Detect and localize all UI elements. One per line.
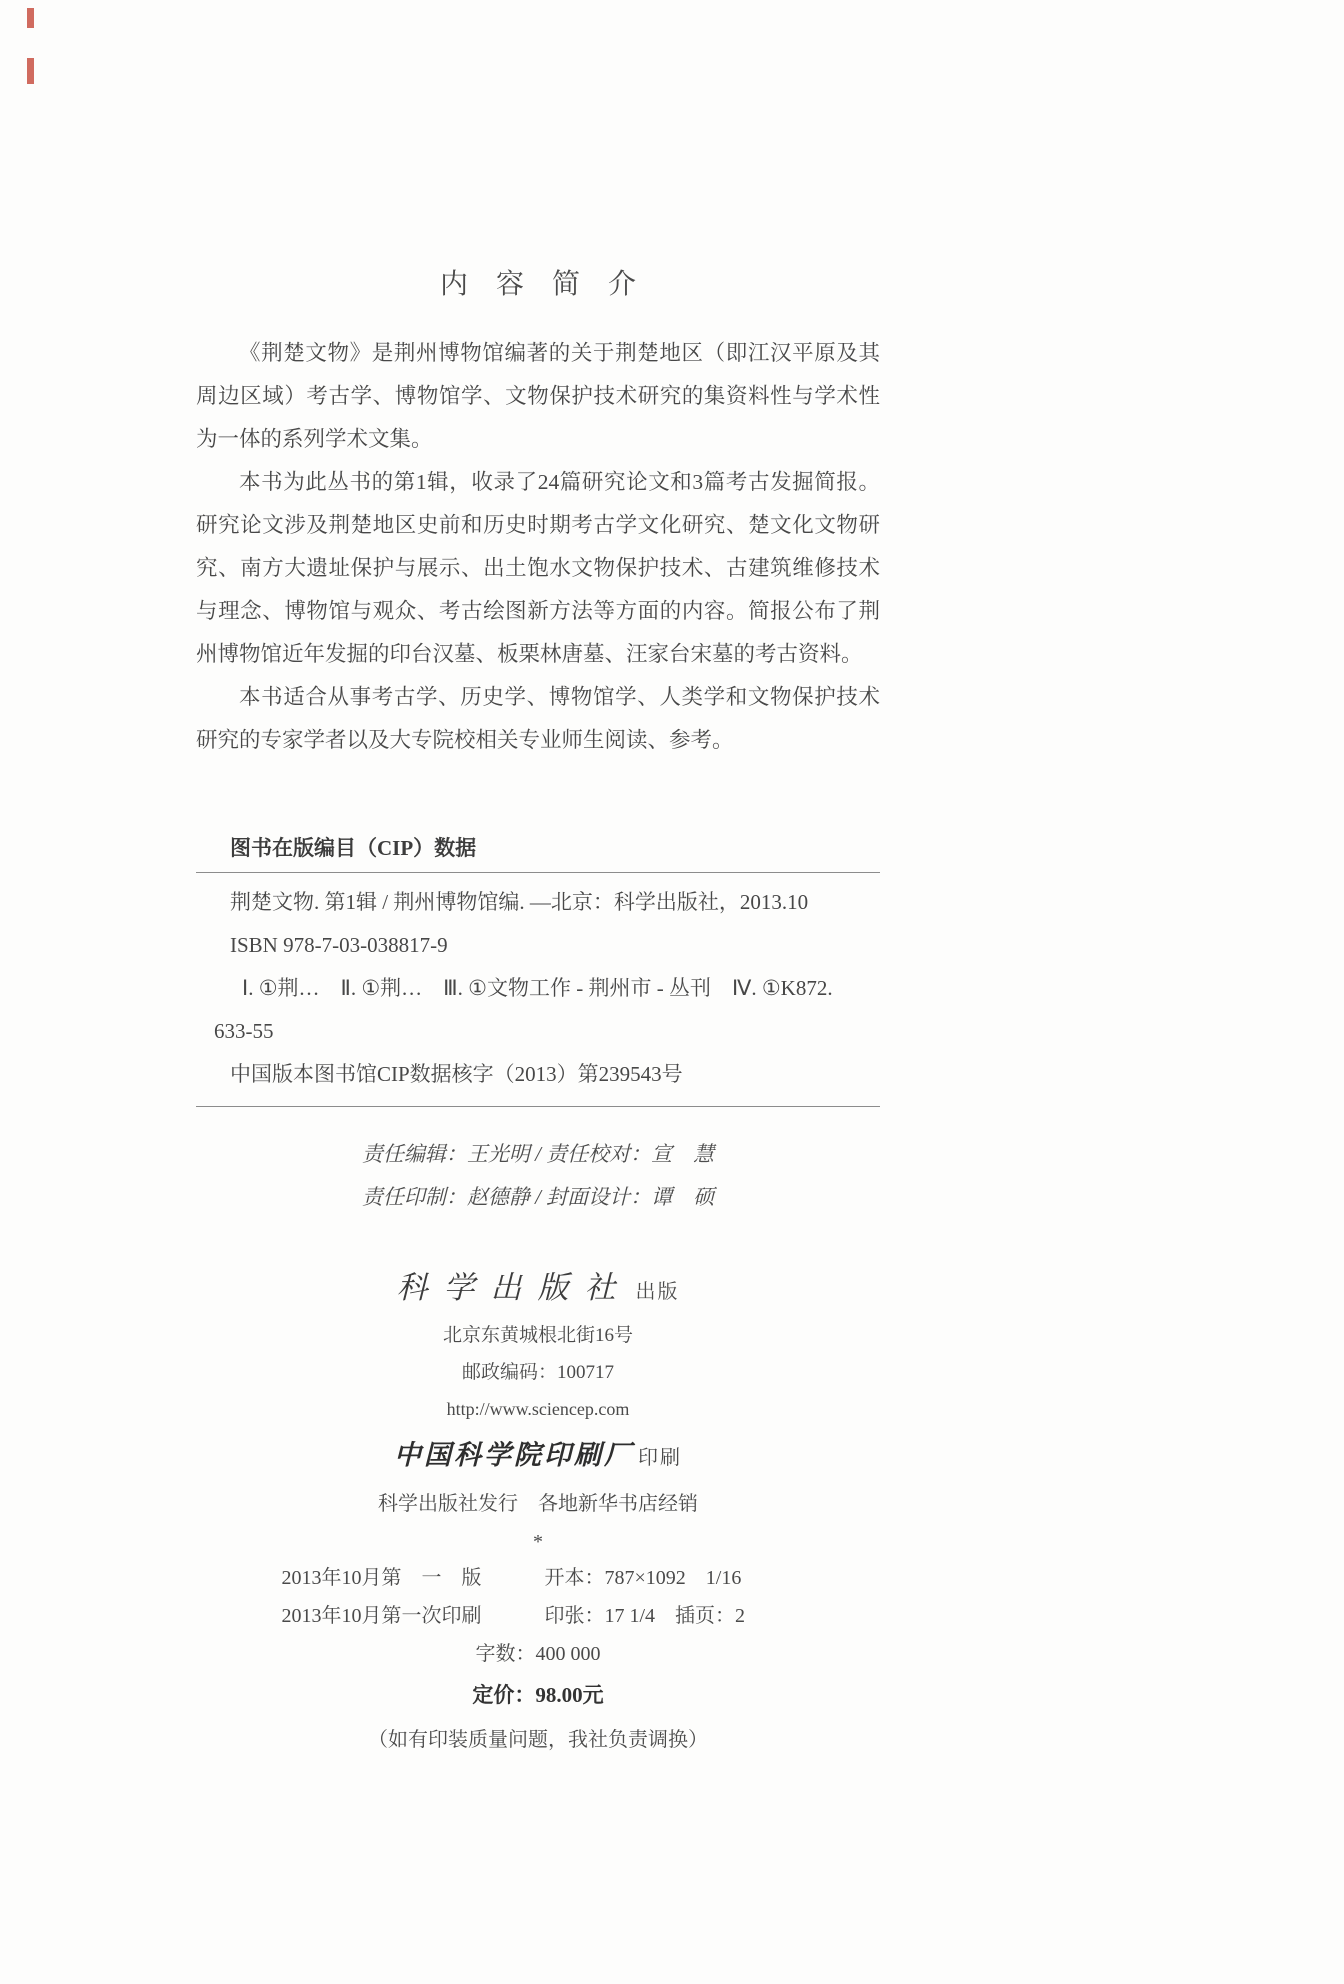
sheets-spec: 印张：17 1/4 插页：2 <box>544 1605 746 1627</box>
cip-section <box>196 832 880 1107</box>
cip-isbn: ISBN 978-7-03-038817-9 <box>230 933 448 957</box>
publisher-row <box>196 1265 880 1317</box>
cip-record-number: 中国版本图书馆CIP数据核字（2013）第239543号 <box>230 1062 683 1086</box>
credits-line-2: 责任印制：赵德静 / 封面设计：谭 硕 <box>361 1185 715 1209</box>
printer-logotype: 中国科学院印刷厂 <box>394 1440 634 1470</box>
intro-paragraph-2: 本书为此丛书的第1辑，收录了24篇研究论文和3篇考古发掘简报。研究论文涉及荆楚地区史前和历史时期考古学文化研究、楚文化文物研究、南方大遗址保护与展示、出土饱水文物保护技术、古建筑维修技术与理念、博物馆与观众、考古绘图新方法等方面的内容。简报公布了荆州博物馆近年发掘的印台汉墓、板栗林唐墓、汪家台宋墓的考古资料。 <box>196 470 880 666</box>
cip-header: 图书在版编目（CIP）数据 <box>230 836 477 860</box>
publisher-website: http://www.sciencep.com <box>446 1399 630 1419</box>
printer-suffix: 印刷 <box>638 1447 682 1469</box>
intro-paragraph-1: 《荆楚文物》是荆州博物馆编著的关于荆楚地区（即江汉平原及其周边区域）考古学、博物馆学、文物保护技术研究的集资料性与学术性为一体的系列学术文集。 <box>196 341 880 451</box>
intro-title: 内 容 简 介 <box>439 269 636 300</box>
scan-artifact <box>27 58 34 84</box>
credits-section <box>196 1133 880 1219</box>
cip-classification-1: Ⅰ. ①荆… Ⅱ. ①荆… Ⅲ. ①文物工作 - 荆州市 - 丛刊 Ⅳ. ①K872. <box>242 976 833 1000</box>
intro-section <box>196 262 880 762</box>
intro-paragraph-3: 本书适合从事考古学、历史学、博物馆学、人类学和文物保护技术研究的专家学者以及大专院校相关专业师生阅读、参考。 <box>196 685 880 752</box>
publisher-postcode: 邮政编码：100717 <box>461 1362 614 1383</box>
imprint-section <box>196 1265 880 1763</box>
cip-title-line: 荆楚文物. 第1辑 / 荆州博物馆编. —北京：科学出版社，2013.10 <box>230 890 809 914</box>
printer-row <box>196 1432 880 1483</box>
cip-body <box>196 873 880 1106</box>
divider-asterisk: * <box>533 1531 543 1553</box>
price: 定价：98.00元 <box>472 1683 604 1707</box>
format-spec: 开本：787×1092 1/16 <box>544 1567 742 1589</box>
quality-note: （如有印装质量问题，我社负责调换） <box>368 1729 708 1751</box>
edition-row-2 <box>196 1597 880 1635</box>
page-content <box>196 262 880 1763</box>
edition-row-1 <box>196 1559 880 1597</box>
distribution-line: 科学出版社发行 各地新华书店经销 <box>378 1493 698 1515</box>
cip-classification-2: 633-55 <box>214 1019 274 1043</box>
credits-line-1: 责任编辑：王光明 / 责任校对：宣 慧 <box>361 1142 715 1166</box>
scan-artifact <box>27 8 34 28</box>
publisher-logotype: 科学出版社 <box>396 1270 632 1305</box>
word-count: 字数：400 000 <box>475 1643 601 1665</box>
edition-date: 2013年10月第 一 版 <box>281 1567 482 1589</box>
publisher-address: 北京东黄城根北街16号 <box>442 1325 633 1346</box>
publisher-suffix: 出版 <box>635 1281 680 1303</box>
cip-bottom-rule <box>196 1106 880 1107</box>
printing-date: 2013年10月第一次印刷 <box>281 1605 482 1627</box>
